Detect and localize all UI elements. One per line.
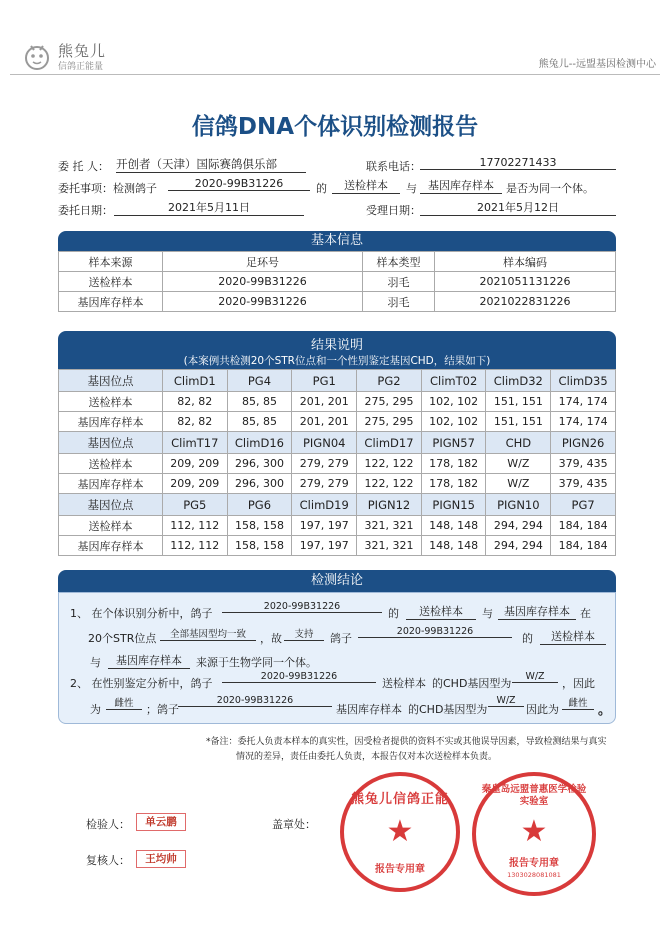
stamp1-star-icon: ★ bbox=[386, 814, 414, 849]
gene-locus: PG7 bbox=[551, 494, 616, 516]
allele-value: 201, 201 bbox=[292, 392, 357, 412]
concl-l4-ring: 2020-99B31226 bbox=[222, 671, 376, 683]
concl-l5-chd: 的CHD基因型为 bbox=[408, 703, 488, 716]
matter-ring: 2020-99B31226 bbox=[168, 177, 310, 191]
concl-l2-de: 的 bbox=[522, 632, 533, 645]
allele-value: 184, 184 bbox=[551, 536, 616, 556]
allele-value: 85, 85 bbox=[227, 412, 292, 432]
table-row bbox=[59, 412, 616, 432]
allele-value: 85, 85 bbox=[227, 392, 292, 412]
concl-l3-end: 来源于生物学同一个体。 bbox=[196, 656, 317, 669]
concl-l4-yinci: ，因此 bbox=[562, 677, 595, 690]
gene-locus: ClimD19 bbox=[292, 494, 357, 516]
concl-l1-bank: 基因库存样本 bbox=[498, 603, 576, 620]
result-row-label: 基因库存样本 bbox=[59, 474, 163, 494]
concl-l5-yinci: 因此为 bbox=[526, 703, 559, 716]
concl-l5-type: W/Z bbox=[488, 695, 524, 707]
gene-locus: ClimT17 bbox=[163, 432, 228, 454]
basic-cell: 送检样本 bbox=[59, 272, 163, 292]
basic-cell: 2020-99B31226 bbox=[163, 292, 363, 312]
reviewer-label: 复核人： bbox=[86, 854, 130, 867]
note-line1: *备注：委托人负责本样本的真实性，因受检者提供的资料不实或其他误导因素，导致检测结果与真实 bbox=[206, 737, 607, 747]
allele-value: 112, 112 bbox=[163, 536, 228, 556]
basic-cell: 2021022831226 bbox=[435, 292, 616, 312]
concl-l5-wei: 为 bbox=[90, 703, 101, 716]
basic-cell: 羽毛 bbox=[363, 272, 435, 292]
concl-l2-sample: 送检样本 bbox=[540, 628, 606, 645]
gene-locus: PIGN57 bbox=[421, 432, 486, 454]
basic-cell: 2021051131226 bbox=[435, 272, 616, 292]
concl-l2-ring: 2020-99B31226 bbox=[358, 626, 512, 638]
allele-value: 321, 321 bbox=[357, 516, 422, 536]
concl-l1-ring: 2020-99B31226 bbox=[222, 601, 382, 613]
allele-value: 174, 174 bbox=[551, 412, 616, 432]
concl-l3-bank: 基因库存样本 bbox=[108, 652, 190, 669]
allele-value: 151, 151 bbox=[486, 392, 551, 412]
concl-l5-bank: 基因库存样本 bbox=[336, 703, 402, 716]
conclusion-header: 检测结论 bbox=[58, 570, 616, 592]
allele-value: 112, 112 bbox=[163, 516, 228, 536]
allele-value: 122, 122 bbox=[357, 454, 422, 474]
gene-locus: PIGN12 bbox=[357, 494, 422, 516]
gene-locus: PIGN04 bbox=[292, 432, 357, 454]
gene-locus: ClimD16 bbox=[227, 432, 292, 454]
result-row-label: 送检样本 bbox=[59, 516, 163, 536]
matter-de: 的 bbox=[316, 182, 327, 195]
stamp-yuanmeng bbox=[472, 772, 596, 896]
concl-l1-yu: 与 bbox=[482, 607, 493, 620]
result-row-label: 基因库存样本 bbox=[59, 536, 163, 556]
allele-value: 82, 82 bbox=[163, 392, 228, 412]
inspector-signature: 单云鹏 bbox=[136, 813, 186, 831]
allele-value: 279, 279 bbox=[292, 454, 357, 474]
seal-label: 盖章处： bbox=[272, 818, 316, 831]
accept-value: 2021年5月12日 bbox=[420, 199, 616, 216]
concl-l4-a: 2、 在性别鉴定分析中，鸽子 bbox=[70, 677, 213, 690]
stamp2-ring-text: 秦皇岛远盟普惠医学检验实验室 bbox=[481, 784, 587, 807]
allele-value: 197, 197 bbox=[292, 516, 357, 536]
concl-l1-sample: 送检样本 bbox=[406, 603, 476, 620]
gene-header-row bbox=[59, 432, 616, 454]
table-row bbox=[59, 536, 616, 556]
allele-value: 158, 158 bbox=[227, 516, 292, 536]
result-row-label: 基因库存样本 bbox=[59, 412, 163, 432]
result-row-label: 送检样本 bbox=[59, 392, 163, 412]
gene-locus: PG6 bbox=[227, 494, 292, 516]
gene-header-row bbox=[59, 370, 616, 392]
result-row-label: 基因位点 bbox=[59, 494, 163, 516]
brand-slogan: 信鸽正能量 bbox=[58, 62, 104, 72]
allele-value: 321, 321 bbox=[357, 536, 422, 556]
allele-value: 102, 102 bbox=[421, 412, 486, 432]
header-divider bbox=[10, 74, 660, 75]
allele-value: 82, 82 bbox=[163, 412, 228, 432]
table-row bbox=[59, 292, 616, 312]
allele-value: 122, 122 bbox=[357, 474, 422, 494]
basic-cell: 羽毛 bbox=[363, 292, 435, 312]
accept-label: 受理日期： bbox=[366, 204, 421, 217]
table-row bbox=[59, 454, 616, 474]
concl-l1-a: 1、 在个体识别分析中，鸽子 bbox=[70, 607, 213, 620]
inspector-label: 检验人： bbox=[86, 818, 130, 831]
concl-l2-a: 20个STR位点 bbox=[88, 632, 157, 645]
result-row-label: 送检样本 bbox=[59, 454, 163, 474]
result-row-label: 基因位点 bbox=[59, 370, 163, 392]
allele-value: 296, 300 bbox=[227, 454, 292, 474]
note-line2: 情况的差异，责任由委托人负责，本报告仅对本次送检样本负责。 bbox=[236, 752, 498, 762]
basic-cell: 基因库存样本 bbox=[59, 292, 163, 312]
brand-logo-icon bbox=[22, 40, 52, 74]
allele-value: W/Z bbox=[486, 454, 551, 474]
allele-value: 379, 435 bbox=[551, 454, 616, 474]
matter-yu: 与 bbox=[406, 182, 417, 195]
allele-value: 174, 174 bbox=[551, 392, 616, 412]
concl-l5-sex: 雌性 bbox=[106, 695, 142, 710]
concl-l1-de: 的 bbox=[388, 607, 399, 620]
allele-value: 209, 209 bbox=[163, 454, 228, 474]
date-value: 2021年5月11日 bbox=[114, 199, 304, 216]
gene-locus: ClimD1 bbox=[163, 370, 228, 392]
allele-value: 275, 295 bbox=[357, 392, 422, 412]
allele-value: 102, 102 bbox=[421, 392, 486, 412]
basic-cell: 2020-99B31226 bbox=[163, 272, 363, 292]
basic-th-type: 样本类型 bbox=[363, 252, 435, 272]
concl-l1-zai: 在 bbox=[580, 607, 591, 620]
allele-value: 209, 209 bbox=[163, 474, 228, 494]
gene-locus: PG4 bbox=[227, 370, 292, 392]
allele-value: 279, 279 bbox=[292, 474, 357, 494]
basic-info-table bbox=[58, 251, 616, 312]
result-header bbox=[58, 331, 616, 369]
stamp1-bottom-text: 报告专用章 bbox=[375, 864, 425, 875]
allele-value: 184, 184 bbox=[551, 516, 616, 536]
matter-same: 是否为同一个体。 bbox=[506, 182, 594, 195]
gene-locus: PG1 bbox=[292, 370, 357, 392]
basic-th-source: 样本来源 bbox=[59, 252, 163, 272]
allele-value: 148, 148 bbox=[421, 516, 486, 536]
concl-l4-type: W/Z bbox=[512, 671, 558, 683]
gene-locus: PG5 bbox=[163, 494, 228, 516]
allele-value: 178, 182 bbox=[421, 474, 486, 494]
table-row bbox=[59, 272, 616, 292]
phone-label: 联系电话： bbox=[366, 160, 421, 173]
result-table bbox=[58, 369, 616, 556]
result-title: 结果说明 bbox=[310, 338, 363, 353]
concl-l2-support: 支持 bbox=[284, 626, 324, 641]
basic-th-code: 样本编码 bbox=[435, 252, 616, 272]
matter-bank: 基因库存样本 bbox=[420, 177, 502, 194]
concl-l5-sex2: 雌性 bbox=[562, 695, 594, 710]
client-label: 委 托 人： bbox=[58, 160, 109, 173]
concl-l4-sample: 送检样本 bbox=[382, 677, 426, 690]
table-row bbox=[59, 392, 616, 412]
stamp2-star-icon: ★ bbox=[520, 814, 548, 849]
allele-value: 197, 197 bbox=[292, 536, 357, 556]
allele-value: 158, 158 bbox=[227, 536, 292, 556]
concl-l2-gezi: 鸽子 bbox=[330, 632, 352, 645]
allele-value: 294, 294 bbox=[486, 536, 551, 556]
company-name: 熊兔儿--远盟基因检测中心 bbox=[538, 59, 656, 70]
result-subtitle: (本案例共检测20个STR位点和一个性别鉴定基因CHD，结果如下) bbox=[183, 355, 491, 367]
report-title: 信鸽DNA个体识别检测报告 bbox=[191, 114, 479, 140]
stamp-xiongtuer bbox=[340, 772, 460, 892]
allele-value: 178, 182 bbox=[421, 454, 486, 474]
basic-info-header: 基本信息 bbox=[58, 231, 616, 251]
stamp2-code: 1303028081081 bbox=[507, 871, 561, 879]
allele-value: 294, 294 bbox=[486, 516, 551, 536]
date-label: 委托日期： bbox=[58, 204, 113, 217]
table-row bbox=[59, 516, 616, 536]
concl-l2-gu: ，故 bbox=[260, 632, 282, 645]
client-value: 开创者（天津）国际赛鸽俱乐部 bbox=[116, 156, 306, 173]
matter-sample: 送检样本 bbox=[332, 177, 400, 194]
gene-locus: PIGN15 bbox=[421, 494, 486, 516]
gene-locus: ClimD32 bbox=[486, 370, 551, 392]
gene-locus: PG2 bbox=[357, 370, 422, 392]
gene-locus: ClimD17 bbox=[357, 432, 422, 454]
brand-name: 熊兔儿 bbox=[58, 42, 107, 60]
gene-locus: PIGN26 bbox=[551, 432, 616, 454]
allele-value: W/Z bbox=[486, 474, 551, 494]
phone-value: 17702271433 bbox=[420, 156, 616, 170]
gene-locus: CHD bbox=[486, 432, 551, 454]
matter-label: 委托事项：检测鸽子 bbox=[58, 182, 157, 195]
allele-value: 148, 148 bbox=[421, 536, 486, 556]
allele-value: 275, 295 bbox=[357, 412, 422, 432]
concl-l4-chd: 的CHD基因型为 bbox=[432, 677, 512, 690]
allele-value: 151, 151 bbox=[486, 412, 551, 432]
concl-l5-dot: 。 bbox=[598, 703, 612, 718]
concl-l3-yu: 与 bbox=[90, 656, 101, 669]
gene-locus: ClimT02 bbox=[421, 370, 486, 392]
stamp1-ring-text: 熊兔儿信鸽正能 bbox=[350, 792, 449, 807]
allele-value: 379, 435 bbox=[551, 474, 616, 494]
concl-l5-gezi: ；鸽子 bbox=[146, 703, 179, 716]
allele-value: 296, 300 bbox=[227, 474, 292, 494]
concl-l5-ring: 2020-99B31226 bbox=[178, 695, 332, 707]
basic-th-ring: 足环号 bbox=[163, 252, 363, 272]
result-row-label: 基因位点 bbox=[59, 432, 163, 454]
reviewer-signature: 王均帅 bbox=[136, 850, 186, 868]
allele-value: 201, 201 bbox=[292, 412, 357, 432]
table-row bbox=[59, 474, 616, 494]
concl-l2-result: 全部基因型均一致 bbox=[160, 626, 256, 641]
gene-locus: ClimD35 bbox=[551, 370, 616, 392]
stamp2-bottom-text: 报告专用章 bbox=[509, 858, 559, 869]
gene-locus: PIGN10 bbox=[486, 494, 551, 516]
gene-header-row bbox=[59, 494, 616, 516]
